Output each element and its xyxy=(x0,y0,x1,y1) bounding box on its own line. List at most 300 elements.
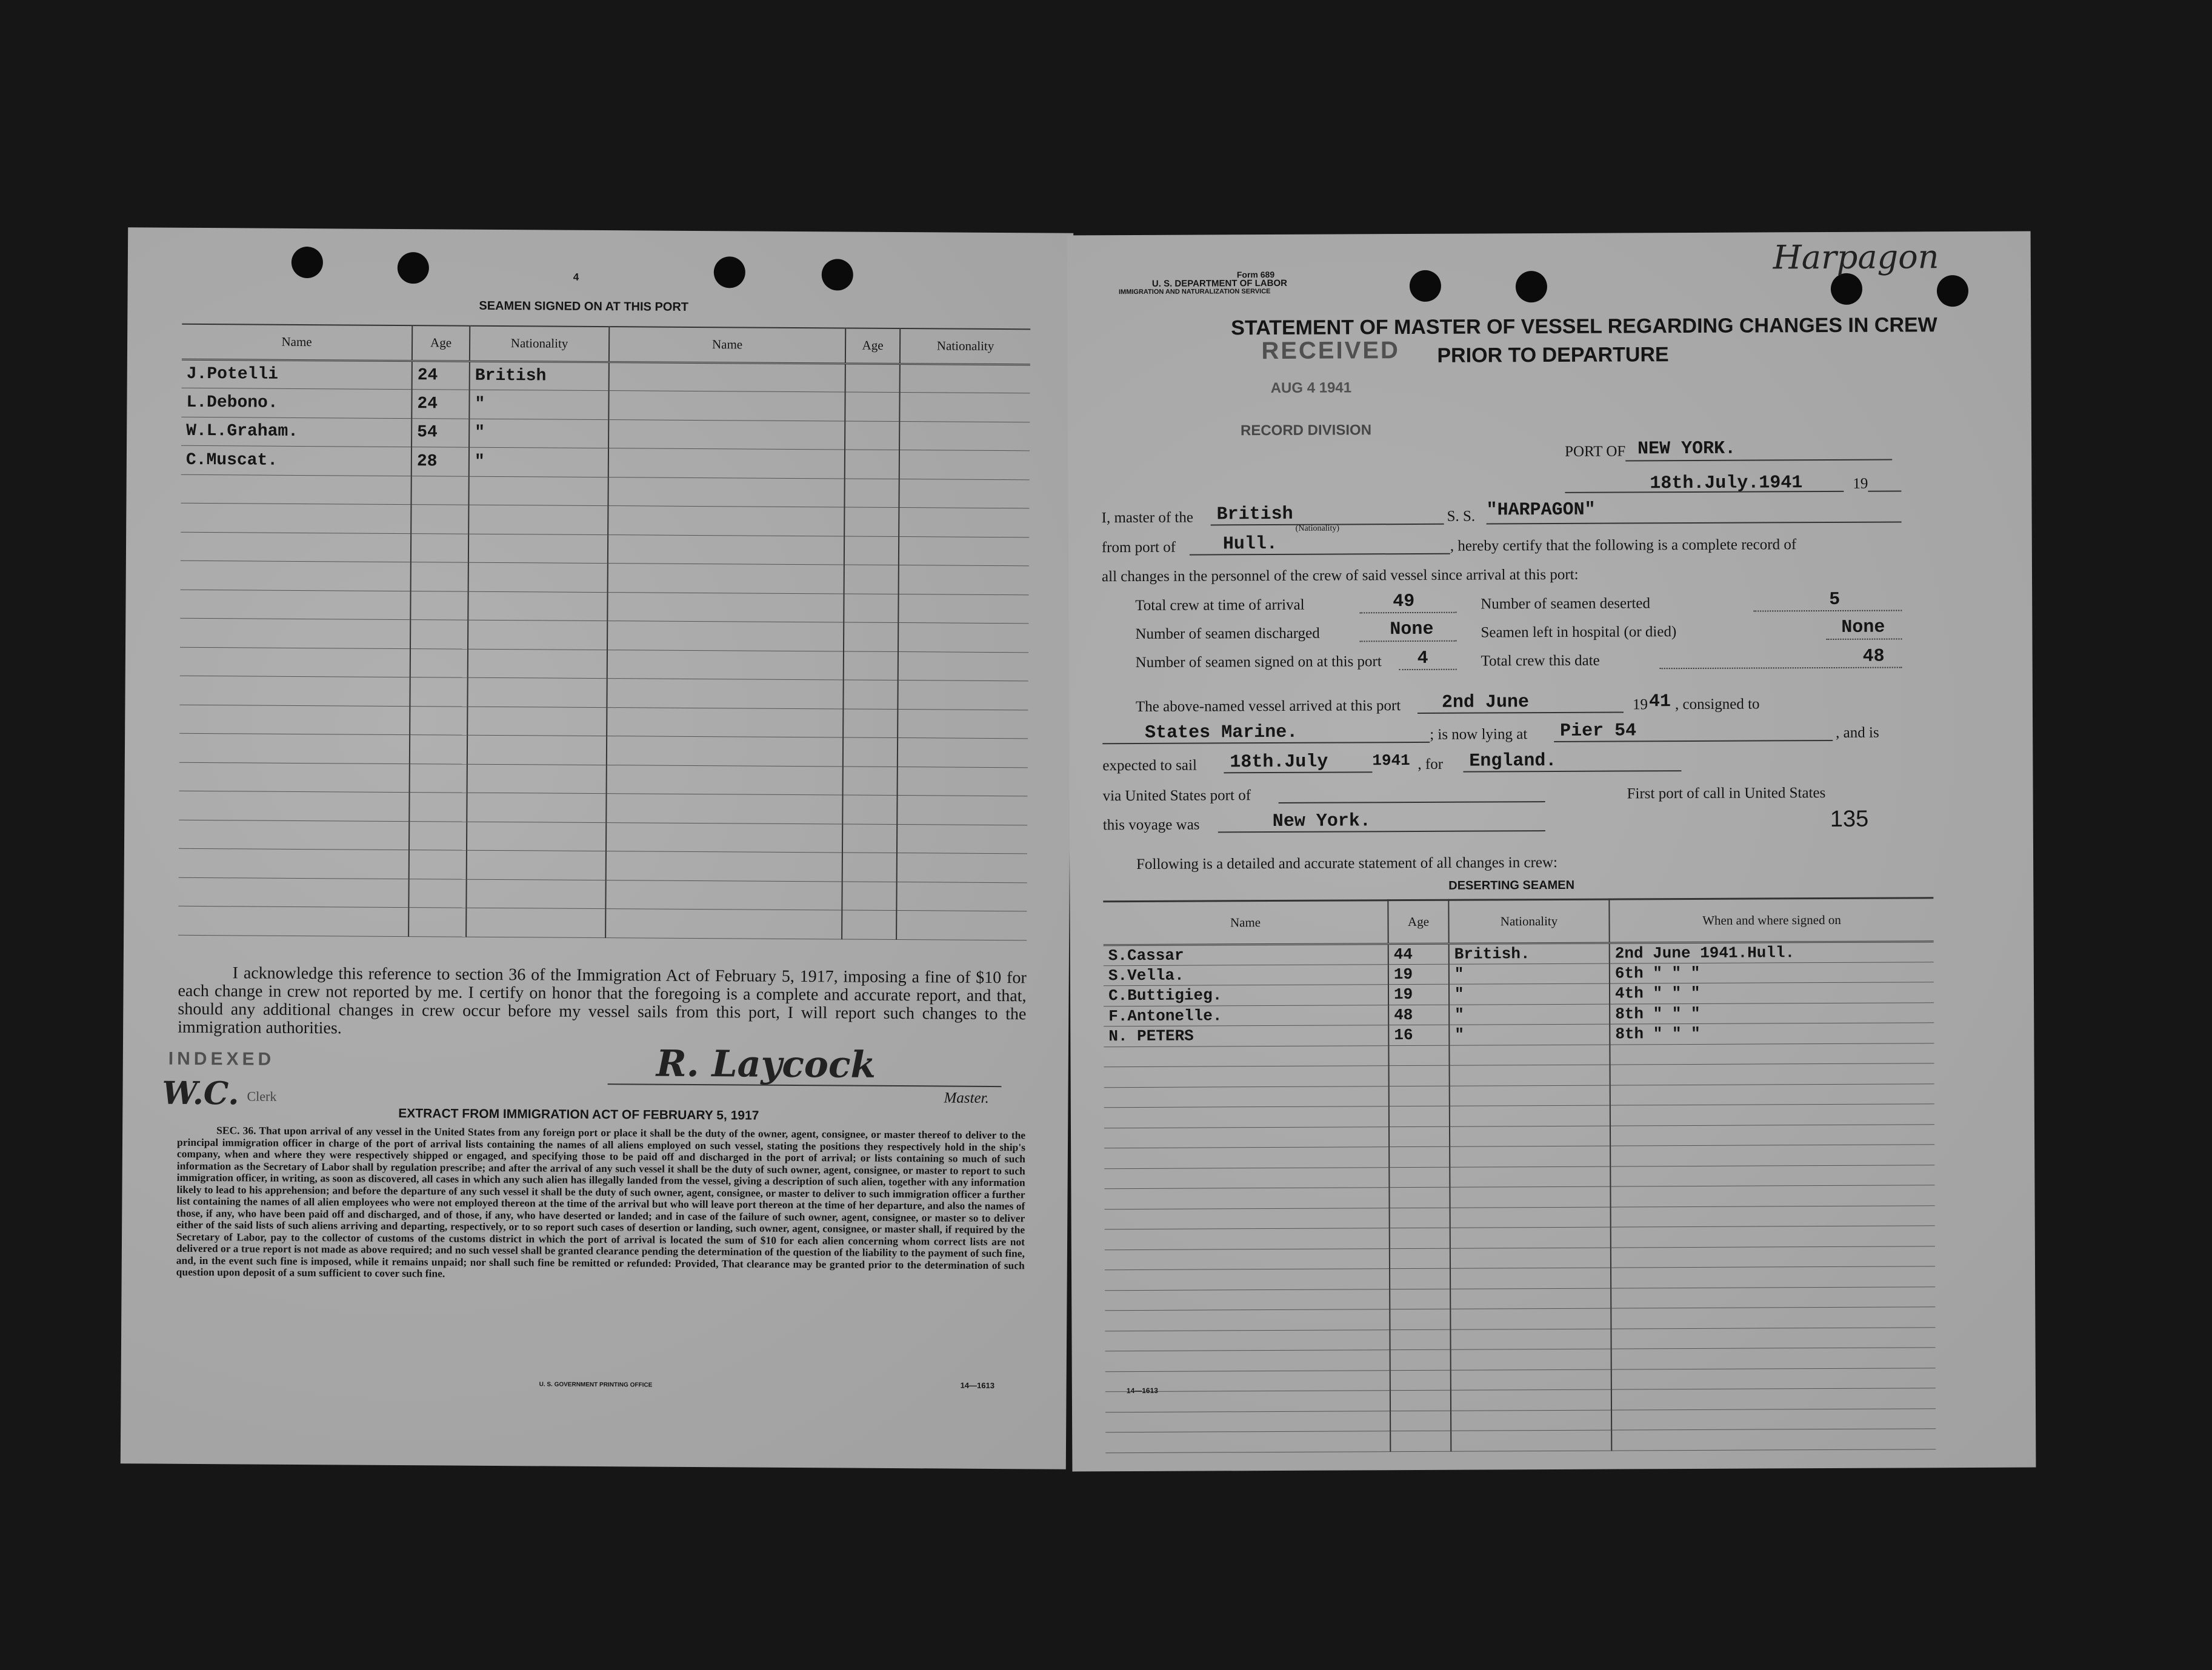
empty-cell xyxy=(607,736,843,767)
empty-cell xyxy=(897,824,1027,854)
table-row xyxy=(180,590,1028,624)
empty-cell xyxy=(468,476,608,506)
cell-signed: 2nd June 1941.Hull. xyxy=(1610,942,1934,963)
vessel-name-handwritten: Harpagon xyxy=(1773,238,1939,277)
cell-signed: 4th " " " xyxy=(1610,982,1934,1004)
table-row xyxy=(181,474,1029,508)
empty-cell xyxy=(1105,1309,1390,1331)
cell-name: W.L.Graham. xyxy=(181,417,411,447)
empty-cell xyxy=(467,735,607,765)
certify-text-2: all changes in the personnel of the crew of said vessel since arrival at this port: xyxy=(1101,566,1579,585)
discharged-label: Number of seamen discharged xyxy=(1135,625,1320,642)
empty-cell xyxy=(842,881,896,910)
empty-cell xyxy=(607,707,843,737)
empty-cell xyxy=(843,708,898,737)
left-page xyxy=(121,227,1073,1469)
empty-cell xyxy=(1104,1188,1389,1209)
empty-cell xyxy=(608,448,845,479)
field-line xyxy=(1463,770,1681,773)
empty-cell xyxy=(179,705,410,735)
empty-cell xyxy=(844,565,899,594)
empty-cell xyxy=(1450,1248,1611,1269)
sail-year-value: 1941 xyxy=(1372,751,1410,770)
empty-cell xyxy=(1610,1124,1934,1146)
empty-cell xyxy=(897,796,1027,825)
empty-cell xyxy=(899,479,1029,508)
nationality-value: British xyxy=(1216,504,1293,525)
empty-cell xyxy=(899,536,1029,566)
empty-cell xyxy=(1451,1369,1611,1391)
empty-cell xyxy=(842,823,897,853)
empty-cell xyxy=(1105,1431,1390,1453)
table-row xyxy=(181,532,1029,566)
empty-cell xyxy=(468,620,607,650)
cell-name: L.Debono. xyxy=(181,388,411,418)
table-row xyxy=(178,906,1027,940)
empty-cell xyxy=(409,821,467,850)
empty-cell xyxy=(608,419,845,450)
certify-text: , hereby certify that the following is a complete record of xyxy=(1450,536,1797,554)
table-row xyxy=(180,618,1028,652)
empty-cell xyxy=(1450,1268,1611,1289)
empty-cell xyxy=(899,421,1030,451)
cell-name: C.Buttigieg. xyxy=(1104,985,1388,1006)
column-header: Age xyxy=(412,325,470,361)
field-line xyxy=(1826,638,1902,640)
cell-signed: 6th " " " xyxy=(1610,962,1934,983)
empty-cell xyxy=(1390,1248,1450,1269)
expected-label: expected to sail xyxy=(1102,757,1197,774)
empty-cell xyxy=(897,853,1027,883)
empty-cell xyxy=(408,908,466,937)
empty-cell xyxy=(468,505,608,534)
empty-cell xyxy=(410,735,467,764)
empty-cell xyxy=(1388,1045,1449,1066)
cell-name: N. PETERS xyxy=(1104,1025,1388,1047)
table-row xyxy=(179,705,1028,739)
empty-cell xyxy=(898,623,1028,653)
field-line xyxy=(1399,669,1457,670)
empty-cell xyxy=(608,477,844,507)
empty-cell xyxy=(1104,1167,1389,1189)
deserted-label: Number of seamen deserted xyxy=(1481,595,1651,613)
field-line xyxy=(1359,612,1456,614)
empty-cell xyxy=(410,648,468,677)
form-title: STATEMENT OF MASTER OF VESSEL REGARDING CHANGES IN CREW xyxy=(1231,313,1937,340)
empty-cell xyxy=(1610,1185,1934,1207)
received-date-stamp: AUG 4 1941 xyxy=(1270,379,1352,397)
cell-nationality: " xyxy=(1449,1004,1610,1025)
empty-cell xyxy=(468,649,607,679)
empty-cell xyxy=(845,421,899,450)
empty-cell xyxy=(180,590,410,620)
consignee-value: States Marine. xyxy=(1145,722,1298,744)
empty-cell xyxy=(609,362,845,392)
table-row xyxy=(181,445,1030,479)
empty-cell xyxy=(179,676,410,706)
empty-cell xyxy=(1450,1126,1610,1147)
first-port-value: New York. xyxy=(1272,811,1371,833)
empty-cell xyxy=(1104,1126,1389,1148)
received-stamp: RECEIVED xyxy=(1261,337,1400,365)
extract-text: SEC. 36. That upon arrival of any vessel in the United States from any foreign port or place it shall be the duty of the owner, agent, consignee, or master thereof to deliver to the principal immigration officer in charge of the port of arrival lists containing the names of all aliens employed on such vessel, stating the positions they respectively hold in the ship's company, when and where they were respectively shipped or engaged, and specifying those to be paid off and discharged in the port of arrival; or lists containing so much of such information as the Secretary of Labor shall by regulation prescribe; and after the arrival of any such vessel it shall be the duty of such owner, agent, consignee, or master to report to such immigration officer, in writing, as soon as discovered, all cases in which any such alien has illegally landed from the vessel, giving a description of such alien, together with any information likely to lead to his apprehension; and before the departure of any such vessel it shall be the duty of such owner, agent, consignee, or master to deliver to such immigration officer a further list containing the names of all alien employees who were not employed thereon at the time of the arrival but who will leave port thereon at the time of her departure, and also the names of those, if any, who have been paid off and discharged, and of those, if any, who have deserted or landed; and in case of the failure of such owner, agent, consignee, or master so to deliver either of the said lists of such aliens arriving and departing, respectively, or to so report such cases of desertion or landing, such owner, agent, consignee, or master shall, if required by the Secretary of Labor, pay to the collector of customs of the customs district in which the port of arrival is located the sum of $10 for each alien concerning whom correct lists are not delivered or a true report is not made as above required; and no such vessel shall be granted clearance pending the determination of the question of the liability to the payment of such fine, and, in the event such fine is imposed, while it remains unpaid; nor shall such fine be remitted or refunded: Provided, That clearance may be granted prior to the determination of such question upon deposit of a sum sufficient to cover such fine. xyxy=(176,1124,1026,1280)
field-line xyxy=(1660,667,1902,669)
empty-cell xyxy=(180,647,410,677)
cell-nationality: British. xyxy=(1449,943,1610,964)
signed-on-label: Number of seamen signed on at this port xyxy=(1135,653,1382,671)
empty-cell xyxy=(607,765,843,795)
empty-cell xyxy=(898,594,1028,624)
cell-signed: 8th " " " xyxy=(1610,1023,1934,1045)
table-row xyxy=(181,417,1030,451)
sail-date-value: 18th.July xyxy=(1230,751,1328,773)
empty-cell xyxy=(607,650,844,680)
printer-line: U. S. GOVERNMENT PRINTING OFFICE xyxy=(539,1381,653,1389)
table-row xyxy=(179,820,1027,854)
empty-cell xyxy=(898,767,1028,796)
empty-cell xyxy=(409,850,467,879)
empty-cell xyxy=(844,478,899,507)
empty-cell xyxy=(1104,1086,1389,1108)
empty-cell xyxy=(1610,1145,1934,1166)
table-row xyxy=(179,791,1027,825)
from-port-value: Hull. xyxy=(1222,533,1278,555)
empty-cell xyxy=(1390,1349,1451,1370)
empty-cell xyxy=(899,393,1030,422)
empty-cell xyxy=(1104,1045,1388,1067)
empty-cell xyxy=(608,506,844,536)
punch-hole xyxy=(822,259,853,290)
cell-age: 48 xyxy=(1388,1005,1449,1025)
empty-cell xyxy=(844,507,899,536)
signed-on-heading: SEAMEN SIGNED ON AT THIS PORT xyxy=(479,299,689,314)
column-header: Age xyxy=(1388,900,1448,943)
empty-cell xyxy=(607,679,843,709)
total-crew-arrival-value: 49 xyxy=(1393,591,1415,613)
table-row xyxy=(179,733,1028,767)
table-row xyxy=(182,359,1030,393)
empty-cell xyxy=(178,906,408,936)
table-row xyxy=(178,877,1027,911)
empty-cell xyxy=(410,706,467,735)
empty-cell xyxy=(607,621,844,651)
punch-hole xyxy=(291,247,323,278)
empty-cell xyxy=(467,822,606,851)
cell-nationality: " xyxy=(1449,983,1610,1005)
empty-cell xyxy=(843,766,898,795)
empty-cell xyxy=(1389,1187,1450,1208)
empty-cell xyxy=(410,591,468,620)
column-header: Nationality xyxy=(470,326,609,362)
empty-cell xyxy=(1105,1269,1390,1291)
form-subtitle: PRIOR TO DEPARTURE xyxy=(1437,343,1669,367)
empty-cell xyxy=(410,677,467,707)
empty-cell xyxy=(844,622,898,651)
empty-cell xyxy=(1610,1165,1934,1186)
punch-hole xyxy=(1410,270,1441,302)
empty-cell xyxy=(179,848,409,879)
voyage-label: this voyage was xyxy=(1102,816,1200,834)
empty-cell xyxy=(845,392,899,421)
empty-cell xyxy=(844,651,898,680)
year-prefix: 19 xyxy=(1853,475,1868,492)
first-port-label: First port of call in United States xyxy=(1627,785,1826,802)
stamp-number: 135 xyxy=(1830,806,1869,832)
empty-cell xyxy=(1611,1226,1935,1248)
deserting-seamen-table xyxy=(1103,897,1936,1452)
field-line xyxy=(1868,490,1901,491)
empty-cell xyxy=(411,476,468,505)
empty-cell xyxy=(1611,1327,1935,1349)
deserting-heading: DESERTING SEAMEN xyxy=(1448,878,1575,893)
empty-cell xyxy=(898,709,1028,739)
empty-cell xyxy=(1390,1228,1450,1248)
table-row xyxy=(179,762,1028,796)
empty-cell xyxy=(605,909,842,939)
empty-cell xyxy=(466,879,605,909)
cell-age: 16 xyxy=(1388,1025,1449,1045)
deserted-value: 5 xyxy=(1829,589,1841,610)
record-division-stamp: RECORD DIVISION xyxy=(1240,422,1372,439)
empty-cell xyxy=(898,651,1028,681)
cell-nationality: " xyxy=(469,419,608,448)
cell-nationality: British xyxy=(470,361,609,391)
empty-cell xyxy=(1611,1348,1936,1369)
empty-cell xyxy=(1390,1370,1451,1391)
and-is-label: , and is xyxy=(1836,724,1879,741)
field-line xyxy=(1279,801,1545,803)
cell-name: F.Antonelle. xyxy=(1104,1005,1388,1026)
cell-name: S.Cassar xyxy=(1104,944,1388,966)
extract-title: EXTRACT FROM IMMIGRATION ACT OF FEBRUARY 5, 1917 xyxy=(398,1106,759,1123)
field-line xyxy=(1359,640,1456,642)
empty-cell xyxy=(1451,1410,1611,1431)
cell-age: 19 xyxy=(1388,964,1449,985)
cell-nationality: " xyxy=(469,447,608,477)
empty-cell xyxy=(1389,1106,1450,1126)
empty-cell xyxy=(844,536,899,565)
empty-cell xyxy=(1450,1085,1610,1106)
empty-cell xyxy=(845,450,899,479)
total-crew-value: 48 xyxy=(1862,646,1885,667)
acknowledgement-text: I acknowledge this reference to section 36 of the Immigration Act of February 5, 1917, imposing a fine of $10 for each change in crew not reported by me. I certify on honor that the foregoing is a complete and accurate report, and that, should any additional changes in crew occur before my vessel sails from this port, I will report such changes to the immigration authorities. xyxy=(178,963,1027,1038)
empty-cell xyxy=(410,763,467,793)
field-line xyxy=(1218,830,1545,833)
field-line xyxy=(1487,521,1902,524)
empty-cell xyxy=(1449,1045,1610,1066)
empty-cell xyxy=(1450,1146,1610,1167)
form-number: Form 689 xyxy=(1236,269,1275,280)
empty-cell xyxy=(468,562,608,592)
empty-cell xyxy=(410,620,468,649)
empty-cell xyxy=(1610,1043,1934,1065)
cell-nationality: " xyxy=(1449,1024,1610,1045)
empty-cell xyxy=(1611,1246,1935,1268)
empty-cell xyxy=(1104,1066,1389,1088)
empty-cell xyxy=(1451,1389,1611,1411)
lying-label: ; is now lying at xyxy=(1430,726,1528,743)
punch-hole xyxy=(1516,271,1547,302)
empty-cell xyxy=(1611,1205,1935,1227)
total-crew-label: Total crew this date xyxy=(1481,652,1600,670)
empty-cell xyxy=(845,363,900,392)
empty-cell xyxy=(180,618,410,648)
empty-cell xyxy=(409,793,467,822)
ss-label: S. S. xyxy=(1447,508,1476,525)
empty-cell xyxy=(411,562,468,591)
column-header: Nationality xyxy=(900,328,1030,364)
empty-cell xyxy=(467,677,607,707)
date-value: 18th.July.1941 xyxy=(1650,473,1803,494)
table-row xyxy=(180,647,1028,681)
page-number: 4 xyxy=(573,271,579,283)
empty-cell xyxy=(408,879,466,908)
field-line xyxy=(1224,771,1372,773)
form-code: 14—1613 xyxy=(1126,1386,1158,1396)
empty-cell xyxy=(606,794,842,824)
hospital-value: None xyxy=(1841,617,1885,638)
empty-cell xyxy=(411,505,468,534)
empty-cell xyxy=(1450,1329,1611,1350)
cell-name: C.Muscat. xyxy=(181,445,411,476)
column-header: Nationality xyxy=(1448,899,1609,943)
empty-cell xyxy=(1451,1430,1611,1451)
empty-cell xyxy=(1390,1411,1451,1431)
empty-cell xyxy=(179,791,409,821)
empty-cell xyxy=(1389,1065,1450,1086)
indexed-stamp: INDEXED xyxy=(168,1048,275,1070)
nationality-caption: (Nationality) xyxy=(1295,524,1340,533)
empty-cell xyxy=(1611,1408,1936,1430)
cell-age: 28 xyxy=(411,447,469,476)
empty-cell xyxy=(898,738,1028,768)
empty-cell xyxy=(842,910,896,939)
punch-hole xyxy=(398,252,429,284)
empty-cell xyxy=(1450,1227,1611,1248)
empty-cell xyxy=(844,593,898,622)
arrived-date-value: 2nd June xyxy=(1441,692,1530,713)
field-line xyxy=(1753,610,1902,611)
cell-age: 54 xyxy=(411,418,469,447)
empty-cell xyxy=(1611,1388,1936,1410)
cell-name: J.Potelli xyxy=(182,359,412,390)
empty-cell xyxy=(1390,1208,1450,1228)
empty-cell xyxy=(1450,1065,1610,1086)
empty-cell xyxy=(843,737,898,767)
empty-cell xyxy=(1105,1289,1390,1311)
clerk-label: Clerk xyxy=(247,1088,277,1104)
cell-name: S.Vella. xyxy=(1104,964,1388,986)
column-header: Name xyxy=(1103,900,1388,945)
empty-cell xyxy=(179,733,410,763)
empty-cell xyxy=(1450,1105,1610,1126)
clerk-initials: W.C. xyxy=(162,1074,239,1113)
empty-cell xyxy=(1610,1104,1934,1126)
empty-cell xyxy=(1104,1147,1389,1169)
table-row xyxy=(181,388,1030,422)
empty-cell xyxy=(608,534,844,565)
empty-cell xyxy=(179,820,409,850)
empty-cell xyxy=(896,911,1027,940)
right-page xyxy=(1067,231,2036,1472)
empty-cell xyxy=(1450,1166,1610,1188)
cell-age: 44 xyxy=(1388,943,1449,964)
empty-cell xyxy=(605,880,842,910)
empty-cell xyxy=(179,762,410,793)
form-code: 14—1613 xyxy=(960,1380,995,1391)
arrived-label: The above-named vessel arrived at this port xyxy=(1135,697,1401,715)
master-signature: R. Laycock xyxy=(656,1042,876,1086)
empty-cell xyxy=(1389,1086,1450,1106)
cell-nationality: " xyxy=(1449,963,1610,985)
cell-signed: 8th " " " xyxy=(1610,1002,1934,1024)
from-port-label: from port of xyxy=(1101,539,1176,556)
empty-cell xyxy=(1450,1288,1611,1309)
department-name: U. S. DEPARTMENT OF LABOR xyxy=(1151,278,1288,289)
empty-cell xyxy=(1105,1411,1390,1432)
empty-cell xyxy=(1610,1063,1934,1085)
empty-cell xyxy=(467,707,607,736)
empty-cell xyxy=(467,793,606,822)
signed-on-table xyxy=(178,324,1030,940)
empty-cell xyxy=(468,591,607,621)
empty-cell xyxy=(411,533,468,562)
column-header: When and where signed on xyxy=(1609,898,1933,943)
column-header: Age xyxy=(845,328,900,364)
empty-cell xyxy=(1105,1248,1390,1270)
table-row xyxy=(181,503,1029,537)
empty-cell xyxy=(1389,1146,1450,1167)
via-label: via United States port of xyxy=(1102,787,1251,805)
column-header: Name xyxy=(609,327,845,363)
empty-cell xyxy=(466,908,605,937)
punch-hole xyxy=(1831,273,1862,305)
empty-cell xyxy=(606,851,842,882)
master-of-label: I, master of the xyxy=(1101,509,1193,527)
empty-cell xyxy=(1390,1431,1451,1451)
table-row xyxy=(179,848,1027,882)
field-line xyxy=(1417,711,1624,713)
table-row xyxy=(1105,1429,1936,1452)
port-label: PORT OF xyxy=(1565,443,1626,460)
empty-cell xyxy=(1451,1349,1611,1370)
empty-cell xyxy=(1105,1228,1390,1250)
arrived-year-value: 41 xyxy=(1648,691,1671,713)
empty-cell xyxy=(899,508,1029,537)
empty-cell xyxy=(1611,1266,1935,1288)
empty-cell xyxy=(468,534,608,564)
destination-value: England. xyxy=(1469,750,1557,772)
empty-cell xyxy=(899,450,1030,480)
empty-cell xyxy=(1611,1429,1936,1451)
arrived-year-prefix: 19 xyxy=(1632,696,1648,713)
empty-cell xyxy=(1450,1207,1611,1228)
empty-cell xyxy=(843,680,898,709)
consigned-label: , consigned to xyxy=(1674,696,1760,713)
empty-cell xyxy=(608,564,844,594)
empty-cell xyxy=(1389,1167,1450,1188)
empty-cell xyxy=(1390,1309,1450,1329)
signed-on-value: 4 xyxy=(1417,648,1428,669)
empty-cell xyxy=(898,680,1028,710)
empty-cell xyxy=(1105,1329,1390,1351)
total-crew-arrival-label: Total crew at time of arrival xyxy=(1135,596,1305,614)
table-row xyxy=(179,676,1028,710)
empty-cell xyxy=(1611,1307,1935,1329)
vessel-value: "HARPAGON" xyxy=(1486,499,1596,521)
empty-cell xyxy=(842,795,897,824)
empty-cell xyxy=(1450,1186,1610,1208)
